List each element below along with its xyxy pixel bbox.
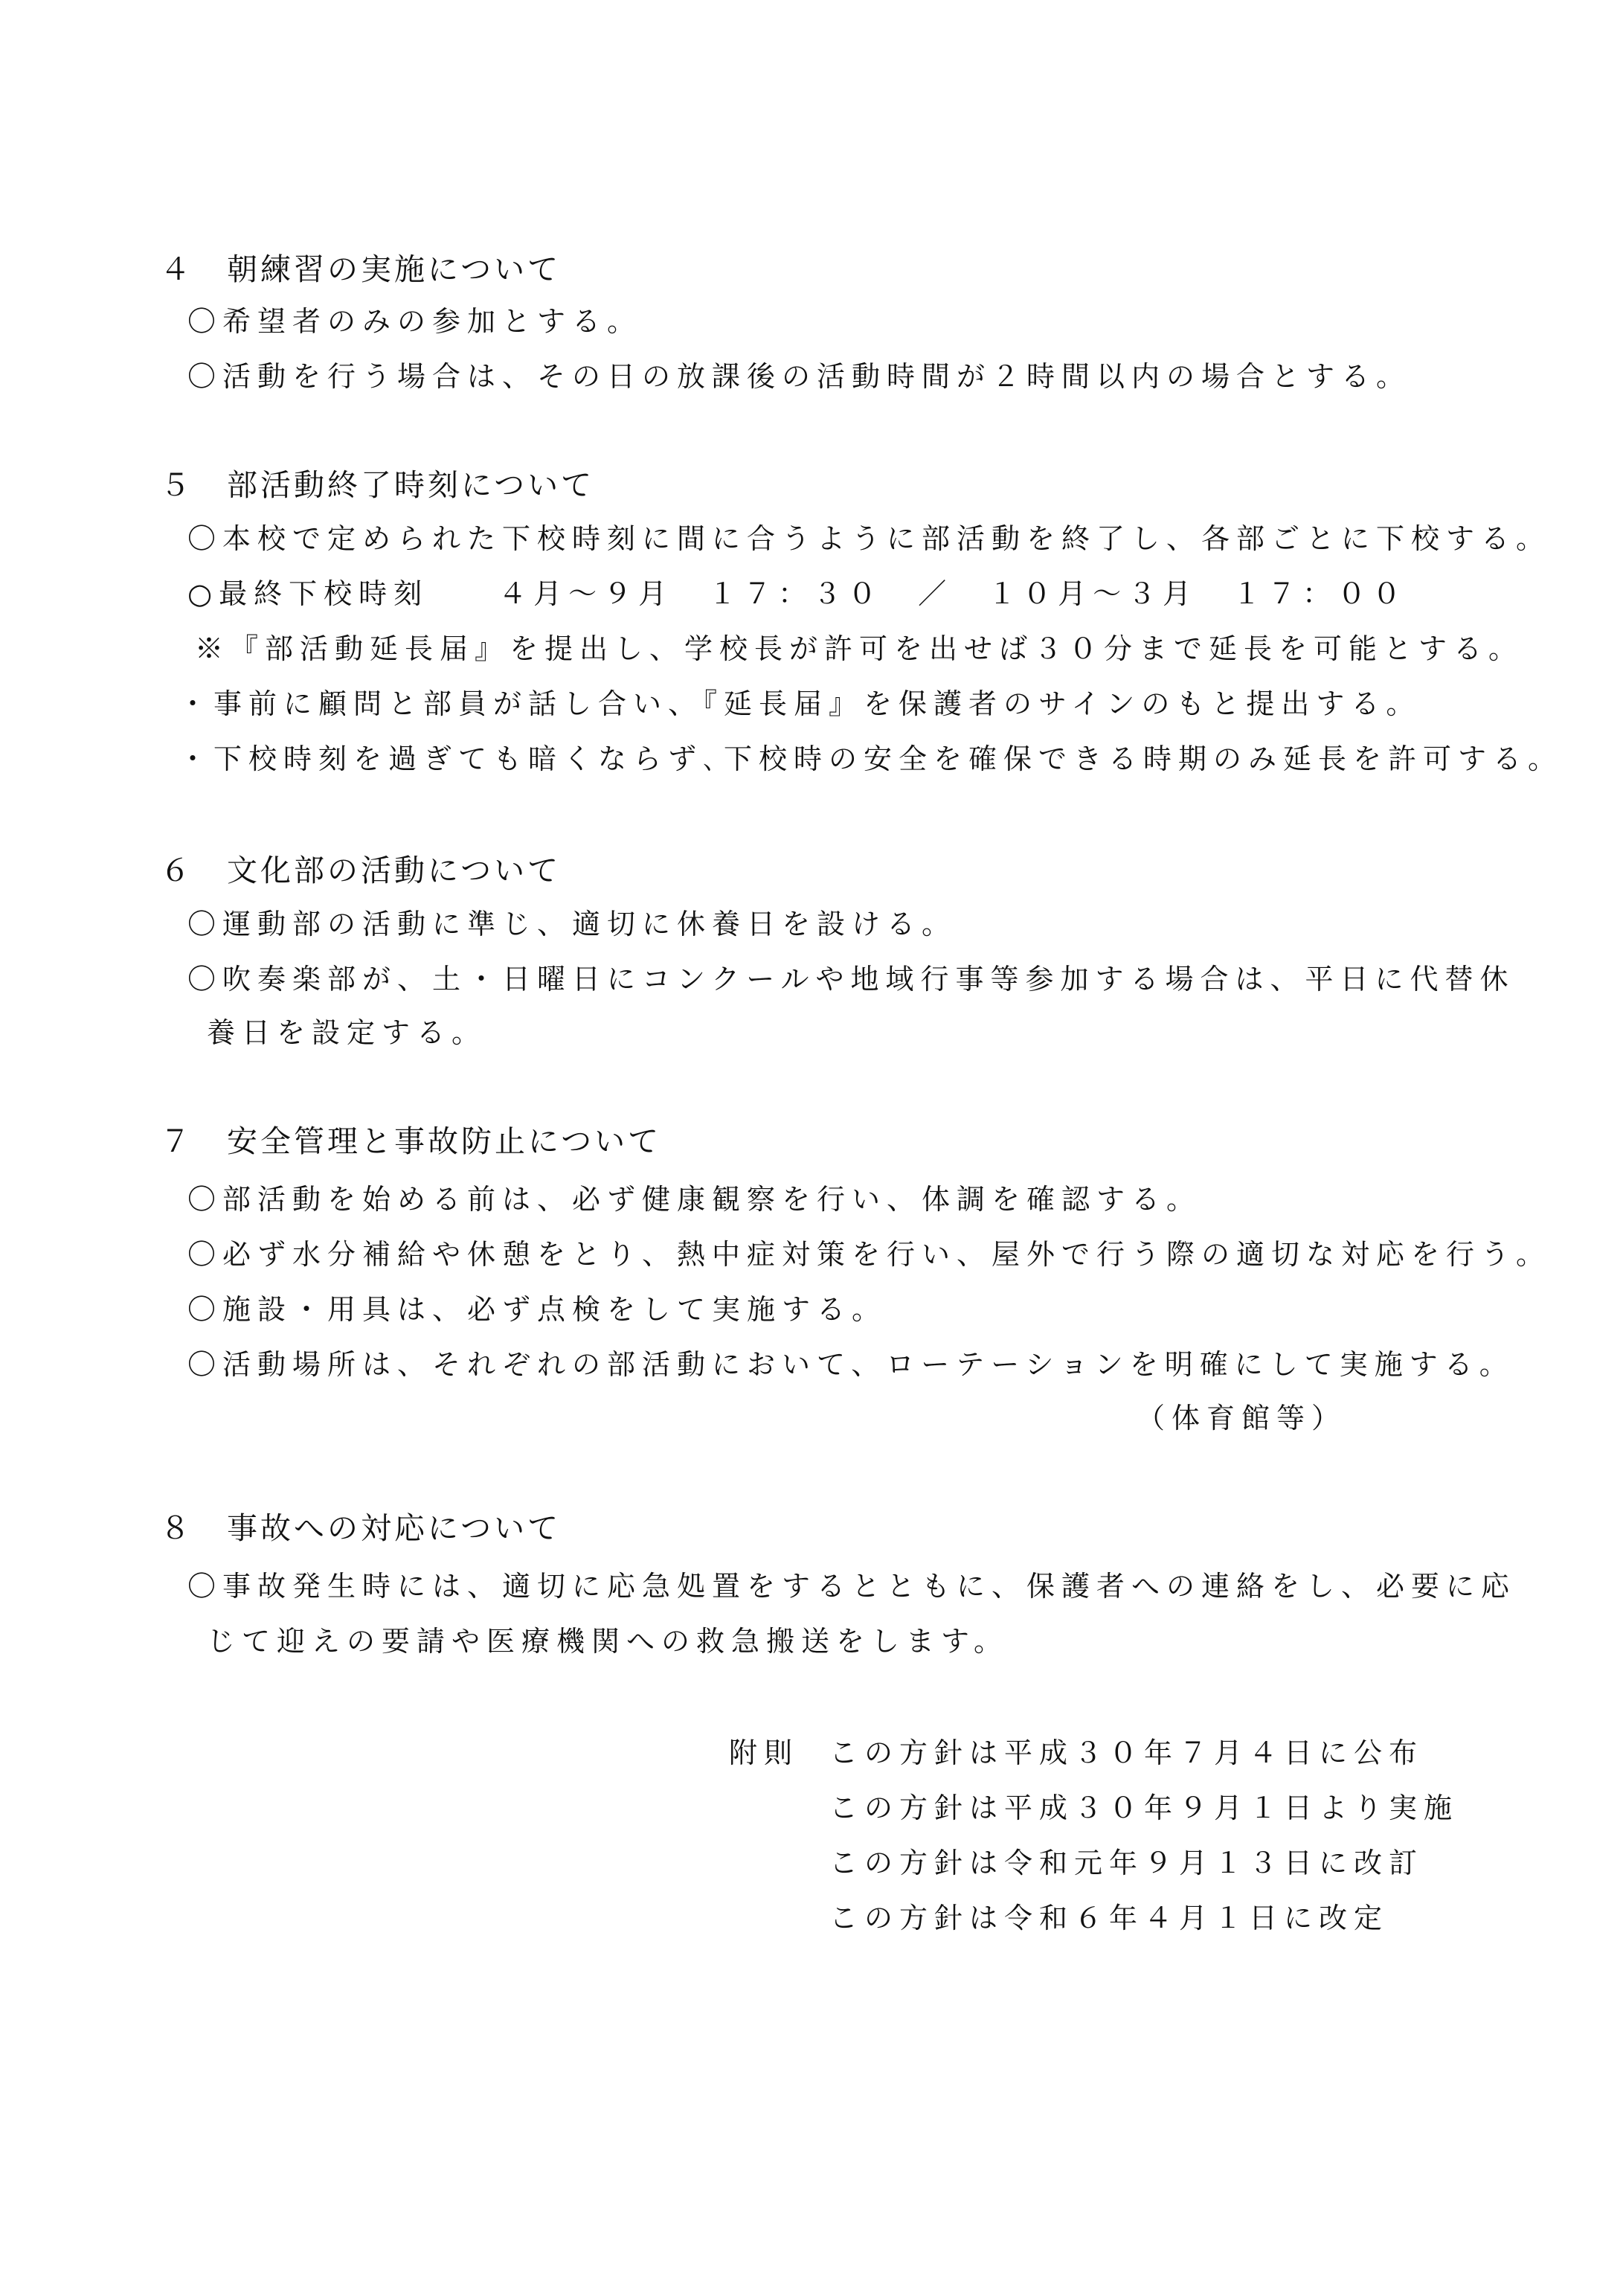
section-4-line-1: 〇希望者のみの参加とする。: [187, 305, 643, 338]
section-7-line-3: 〇施設・用具は、必ず点検をして実施する。: [187, 1293, 887, 1326]
section-5-note: ※『部活動延長届』を提出し、学校長が許可を出せば３０分まで延長を可能とする。: [195, 632, 1524, 665]
section-7-heading: ７ 安全管理と事故防止について: [160, 1123, 662, 1159]
supplementary-label: 附則: [729, 1737, 800, 1769]
section-6-line-2: 〇吹奏楽部が、土・日曜日にコンクールや地域行事等参加する場合は、平日に代替休: [187, 963, 1515, 995]
section-6-line-3: 養日を設定する。: [207, 1016, 487, 1049]
section-5-line-1: 〇本校で定められた下校時刻に間に合うように部活動を終了し、各部ごとに下校する。: [187, 522, 1552, 555]
section-7-line-2: 〇必ず水分補給や休憩をとり、熱中症対策を行い、屋外で行う際の適切な対応を行う。: [187, 1238, 1552, 1271]
section-7-parenthetical: （体育館等）: [1137, 1402, 1347, 1434]
section-5-line-2: ○最終下校時刻 ４月～９月 １７：３０ ／ １０月～３月 １７：００: [187, 577, 1408, 610]
section-5-bullet-2: ・下校時刻を過ぎても暗くならず､下校時の安全を確保できる時期のみ延長を許可する。: [179, 743, 1563, 775]
supplementary-rule-1: この方針は平成３０年７月４日に公布: [829, 1737, 1424, 1769]
section-5-bullet-1: ・事前に顧問と部員が話し合い、『延長届』を保護者のサインのもと提出する。: [179, 687, 1421, 720]
supplementary-rule-3: この方針は令和元年９月１３日に改訂: [829, 1847, 1424, 1879]
section-8-line-1: 〇事故発生時には、適切に応急処置をするとともに、保護者への連絡をし、必要に応: [187, 1570, 1517, 1603]
section-4-line-2: 〇活動を行う場合は、その日の放課後の活動時間が２時間以内の場合とする。: [187, 360, 1412, 393]
supplementary-rule-4: この方針は令和６年４月１日に改定: [829, 1902, 1389, 1934]
section-5-heading: ５ 部活動終了時刻について: [160, 467, 595, 503]
supplementary-rule-2: この方針は平成３０年９月１日より実施: [829, 1792, 1459, 1824]
section-6-heading: ６ 文化部の活動について: [160, 853, 562, 888]
section-8-heading: ８ 事故への対応について: [160, 1510, 562, 1546]
section-7-line-4: 〇活動場所は、それぞれの部活動において、ローテーションを明確にして実施する。: [187, 1348, 1514, 1381]
section-6-line-1: 〇運動部の活動に準じ、適切に休養日を設ける。: [187, 908, 957, 940]
section-4-heading: ４ 朝練習の実施について: [160, 251, 562, 287]
section-7-line-1: 〇部活動を始める前は、必ず健康観察を行い、体調を確認する。: [187, 1183, 1202, 1216]
section-8-line-2: じて迎えの要請や医療機関への救急搬送をします。: [207, 1625, 1009, 1658]
